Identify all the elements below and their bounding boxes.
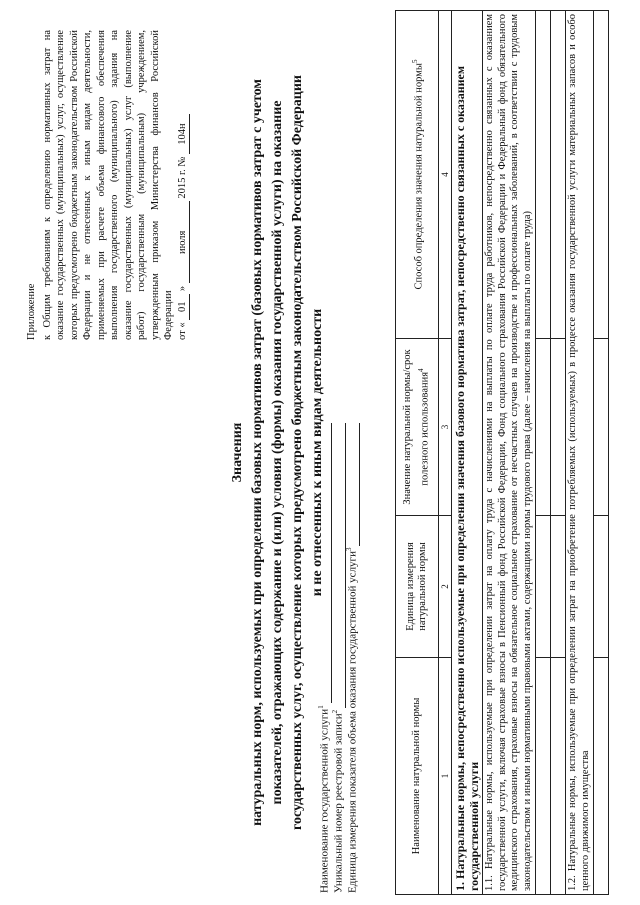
column-number: 3	[439, 339, 452, 516]
table-row-empty	[551, 11, 566, 895]
table-header-row	[396, 11, 439, 895]
date-mid: »	[176, 285, 188, 292]
unit-of-measure-field[interactable]	[348, 423, 360, 546]
footnote-ref: 2	[330, 709, 339, 714]
column-header: Единица измерения натуральной нормы	[396, 516, 439, 658]
column-number: 1	[439, 658, 452, 895]
section-row	[452, 11, 483, 895]
table-cell[interactable]	[536, 11, 551, 339]
table-row-empty	[594, 11, 609, 895]
date-month: июля	[176, 201, 191, 283]
date-day: 01	[176, 294, 191, 320]
table-cell[interactable]	[594, 516, 609, 658]
order-number: 104н	[176, 114, 191, 154]
table-cell[interactable]	[551, 11, 566, 339]
date-prefix: от «	[176, 322, 188, 340]
table-cell[interactable]	[551, 339, 566, 516]
row-1-2-text: 1.2. Натуральные нормы, используемые при определении затрат на приобретение потребляемых (используемых) в процессе оказания государственной услуги материальных запасов и особо ценного движимого имущества	[566, 11, 594, 895]
column-number: 2	[439, 516, 452, 658]
date-year: 2015 г. №	[176, 156, 188, 199]
appendix-date-line	[176, 30, 191, 340]
heading-line-2: натуральных норм, используемых при определении базовых нормативов затрат (базовых нормативов затрат с учетом	[250, 79, 265, 826]
document-heading	[228, 10, 328, 895]
table-cell[interactable]	[594, 11, 609, 339]
registry-number-label: Уникальный номер реестровой записи	[332, 713, 345, 893]
natural-norms-table	[395, 10, 609, 895]
form-fields	[318, 423, 360, 893]
footnote-ref: 3	[344, 547, 353, 552]
heading-title: Значения	[230, 422, 245, 483]
table-row	[483, 11, 536, 895]
table-cell[interactable]	[536, 516, 551, 658]
section-1-title: 1. Натуральные нормы, непосредственно используемые при определении значения базового норматива затрат, непосредственно связанных с оказанием государственной услуги	[452, 11, 483, 895]
table-cell[interactable]	[551, 658, 566, 895]
column-number: 4	[439, 11, 452, 339]
column-header: Способ определения значения натуральной нормы$^5$	[396, 11, 439, 339]
appendix-block	[25, 30, 190, 340]
table-cell[interactable]	[536, 658, 551, 895]
table-cell[interactable]	[551, 516, 566, 658]
table-row-empty	[536, 11, 551, 895]
table-row	[566, 11, 594, 895]
service-name-field[interactable]	[320, 423, 332, 703]
row-1-1-text: 1.1. Натуральные нормы, используемые при определении затрат на оплату труда с начислениями на выплаты по оплате труда работников, непосредственно связанных с оказанием государственной услуги, включая страховые взносы в Пенсионный фонд Российской Федерации, Фонд социального страхования Российской Федерации и Федеральный фонд обязательного медицинского страхования, страховые взносы на обязательное социальное страхование от несчастных случаев на производстве и профессиональных заболеваний, в соответствии с трудовым законодательством и иными нормативными правовыми актами, содержащими нормы трудового права (далее – начисления на выплаты по оплате труда)	[483, 11, 536, 895]
table-cell[interactable]	[536, 339, 551, 516]
service-name-label: Наименование государственной услуги	[318, 708, 331, 893]
unit-of-measure-row	[346, 423, 360, 893]
appendix-text: к Общим требованиям к определению нормативных затрат на оказание государственных (муниципальных) услуг, осуществление которых предусмотрено бюджетным законодательством Российской Федерации и не отнесенных к иным видам деятельности, применяемых при расчете объема финансового обеспечения выполнения государственного (муниципального) задания на оказание государственных (муниципальных) услуг (выполнение работ) государственным (муниципальным) учреждением, утвержденным приказом Министерства финансов Российской Федерации	[41, 30, 174, 340]
heading-line-4: государственных услуг, осуществление которых предусмотрено бюджетным законодательством Российской Федерации	[290, 75, 305, 831]
unit-of-measure-label: Единица измерения показателя объема оказания государственной услуги	[346, 551, 359, 893]
appendix-header: Приложение	[26, 283, 37, 340]
heading-line-3: показателей, отражающих содержание и (или) условия (формы) оказания государственной услуги) на оказание	[270, 100, 285, 805]
column-header: Значение натуральной нормы/срок полезного использования$^4$	[396, 339, 439, 516]
footnote-ref: 1	[316, 705, 325, 709]
table-cell[interactable]	[594, 658, 609, 895]
column-number-row	[439, 11, 452, 895]
heading-line-5: и не отнесенных к иным видам деятельности	[310, 308, 325, 597]
table-cell[interactable]	[594, 339, 609, 516]
column-header: Наименование натуральной нормы	[396, 658, 439, 895]
